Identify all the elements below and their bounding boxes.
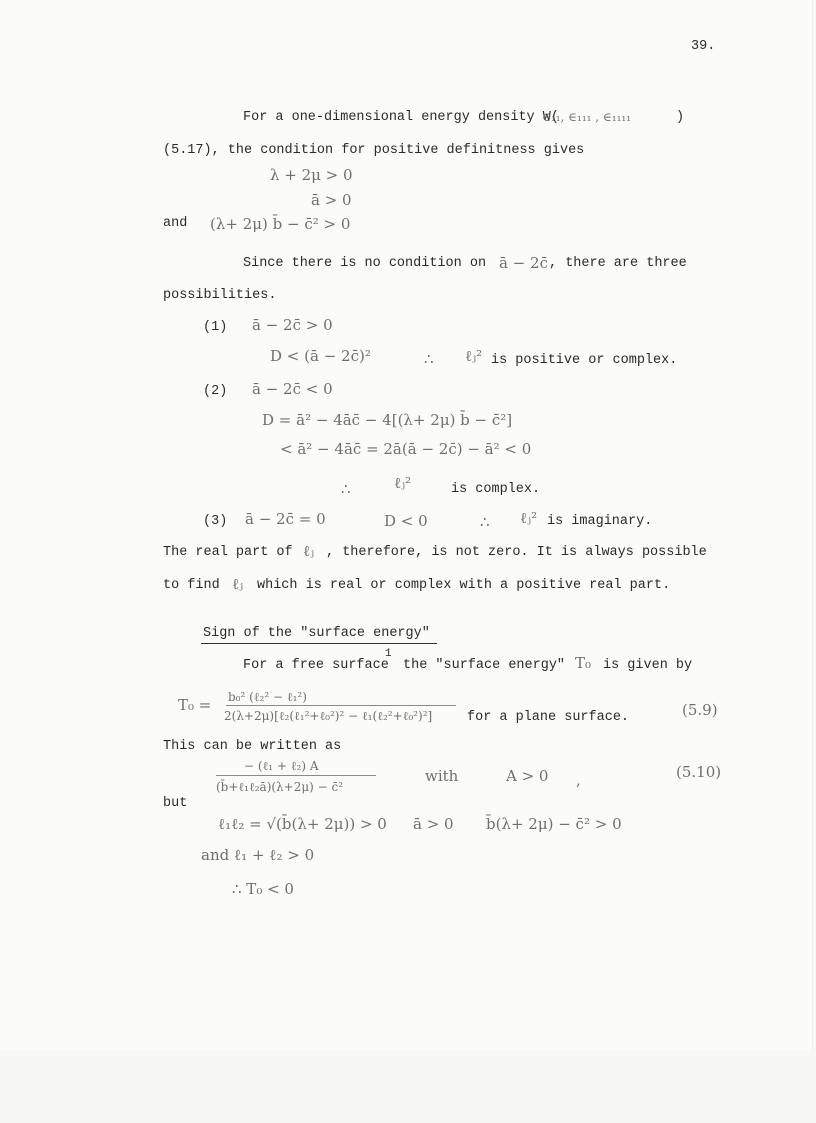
intro-line-1: For a one-dimensional energy density W( bbox=[243, 110, 559, 125]
plane-surface-text: for a plane surface. bbox=[467, 710, 630, 725]
since-text-b: , there are three bbox=[549, 256, 687, 271]
case-2-ell: ℓⱼ² bbox=[394, 474, 412, 492]
condition-2: ā > 0 bbox=[311, 191, 352, 209]
b-bar-condition: b̄(λ+ 2μ) − c̄² > 0 bbox=[486, 815, 622, 833]
case-2-discriminant-line-1: D = ā² − 4āc̄ − 4[(λ+ 2μ) b̄ − c̄²] bbox=[262, 411, 513, 429]
find-text-b: which is real or complex with a positive real part. bbox=[257, 578, 671, 593]
surface-text-b: the "surface energy" bbox=[403, 658, 566, 673]
eq-5-9-lhs: T₀ = bbox=[178, 696, 212, 714]
eq-5-9-denominator: 2(λ+2μ)[ℓ₂(ℓ₁²+ℓ₀²)² − ℓ₁(ℓ₂²+ℓ₀²)²] bbox=[224, 709, 433, 723]
eq-5-10-denominator: (b̄+ℓ₁ℓ₂ā)(λ+2μ) − c̄² bbox=[216, 780, 344, 794]
eq-5-10-number: (5.10) bbox=[676, 763, 722, 781]
case-3-discriminant: D < 0 bbox=[384, 512, 428, 530]
fraction-line bbox=[216, 775, 376, 776]
case-3-label: (3) bbox=[203, 514, 228, 529]
surface-text-c: is given by bbox=[603, 658, 693, 673]
case-2-text: is complex. bbox=[451, 482, 541, 497]
ell-product: ℓ₁ℓ₂ = √(b̄(λ+ 2μ)) > 0 bbox=[218, 815, 387, 833]
case-1-text: is positive or complex. bbox=[491, 353, 678, 368]
therefore-symbol: ∴ bbox=[341, 480, 351, 498]
footnote-mark: 1 bbox=[385, 648, 392, 660]
a-bar-positive: ā > 0 bbox=[413, 815, 454, 833]
case-2-discriminant-line-2: < ā² − 4āc̄ = 2ā(ā − 2c̄) − ā² < 0 bbox=[280, 440, 532, 458]
since-expression: ā − 2c̄ bbox=[499, 254, 548, 272]
conclusion: ∴ T₀ < 0 bbox=[232, 880, 294, 898]
case-2-expression: ā − 2c̄ < 0 bbox=[252, 380, 333, 398]
case-2-label: (2) bbox=[203, 384, 228, 399]
condition-1: λ + 2μ > 0 bbox=[270, 166, 353, 184]
but-label: but bbox=[163, 796, 188, 811]
case-3-text: is imaginary. bbox=[547, 514, 653, 529]
written-as-text: This can be written as bbox=[163, 739, 342, 754]
case-3-ell: ℓⱼ² bbox=[520, 509, 538, 527]
case-3-expression: ā − 2c̄ = 0 bbox=[245, 510, 326, 528]
intro-line-2: (5.17), the condition for positive definitness gives bbox=[163, 143, 585, 158]
heading-underline bbox=[201, 643, 437, 644]
case-1-expression: ā − 2c̄ > 0 bbox=[252, 316, 333, 334]
section-heading: Sign of the "surface energy" bbox=[203, 626, 430, 641]
eq-5-9-number: (5.9) bbox=[682, 701, 718, 719]
real-part-text-b: , therefore, is not zero. It is always possible bbox=[326, 545, 707, 560]
find-ell: ℓⱼ bbox=[232, 575, 244, 593]
surface-text: For a free surface bbox=[243, 658, 389, 673]
ell-sum: and ℓ₁ + ℓ₂ > 0 bbox=[201, 846, 315, 864]
case-1-label: (1) bbox=[203, 320, 228, 335]
eq-5-10-numerator: − (ℓ₁ + ℓ₂) A bbox=[244, 759, 319, 773]
page-number: 39. bbox=[691, 39, 716, 54]
t0-symbol: T₀ bbox=[575, 654, 592, 672]
find-text: to find bbox=[163, 578, 220, 593]
case-1-discriminant: D < (ā − 2c̄)² bbox=[270, 347, 371, 365]
eq-5-9-numerator: b₀² (ℓ₂² − ℓ₁²) bbox=[228, 690, 307, 704]
fraction-line bbox=[226, 705, 456, 706]
a-positive: A > 0 bbox=[506, 767, 549, 785]
case-1-ell: ℓⱼ² bbox=[465, 347, 483, 365]
therefore-symbol: ∴ bbox=[480, 513, 490, 531]
real-part-text: The real part of bbox=[163, 545, 293, 560]
possibilities-text: possibilities. bbox=[163, 288, 277, 303]
real-part-ell: ℓⱼ bbox=[303, 542, 315, 560]
therefore-symbol: ∴ bbox=[424, 350, 434, 368]
and-label: and bbox=[163, 216, 188, 231]
condition-3: (λ+ 2μ) b̄ − c̄² > 0 bbox=[210, 215, 351, 233]
intro-close-paren: ) bbox=[676, 110, 685, 125]
comma: , bbox=[576, 771, 581, 789]
with-label: with bbox=[425, 767, 459, 785]
strain-arguments: ∈₁₁, ∈₁₁₁ , ∈₁₁₁₁ bbox=[542, 110, 632, 124]
since-text: Since there is no condition on bbox=[243, 256, 487, 271]
